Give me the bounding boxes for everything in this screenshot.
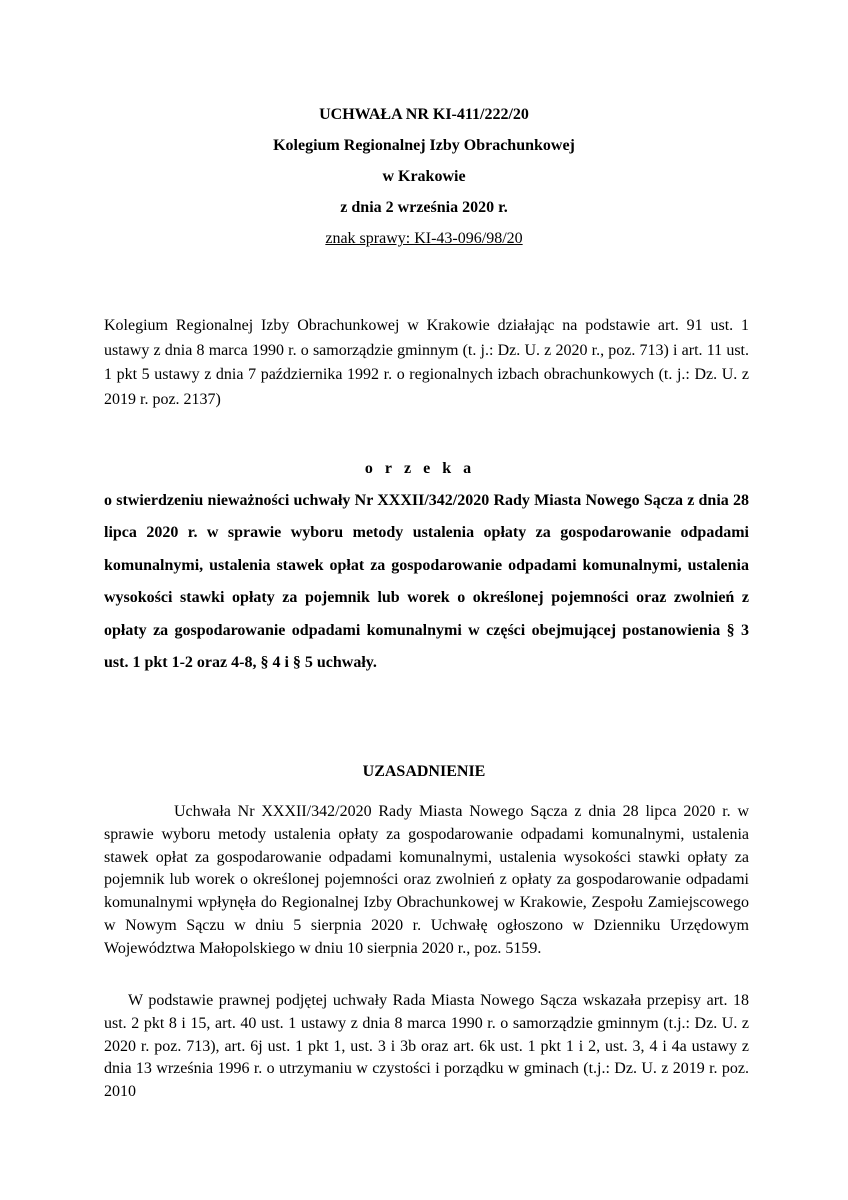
justification-paragraph-1 (104, 801, 749, 961)
justification-text-2: W podstawie prawnej podjętej uchwały Rada Miasta Nowego Sącza wskazała przepisy art. 18 ust. 2 pkt 8 i 15, art. 40 ust. 1 ustawy z dnia 8 marca 1990 r. o samorządzie gminnym (t.j.: Dz. U. z 2020 r. poz. 713), art. 6j ust. 1 pkt 1, ust. 3 i 3b oraz art. 6k ust. 1 pkt 1 i 2, ust. 3, 4 i 4a ustawy z dnia 13 września 1996 r. o utrzymaniu w czystości i porządku w gminach (t.j.: Dz. U. z 2019 r. poz. 2010 (104, 992, 749, 1101)
justification-heading: UZASADNIENIE (362, 763, 486, 780)
case-number: znak sprawy: KI-43-096/98/20 (325, 230, 523, 247)
ruling-heading: orzeka (364, 460, 484, 477)
ruling-text: o stwierdzeniu nieważności uchwały Nr XXXII/342/2020 Rady Miasta Nowego Sącza z dnia 28 lipca 2020 r. w sprawie wyboru metody ustalenia opłaty za gospodarowanie odpadami komunalnymi, ustalenia stawek opłat za gospodarowanie odpadami komunalnymi, ustalenia wysokości stawki opłaty za pojemnik lub worek o określonej pojemności oraz zwolnień z opłaty za gospodarowanie odpadami komunalnymi w części obejmującej postanowienia § 3 ust. 1 pkt 1-2 oraz 4-8, § 4 i § 5 uchwały. (104, 492, 749, 672)
justification-paragraph-2 (104, 990, 749, 1104)
resolution-title: UCHWAŁA NR KI-411/222/20 (319, 106, 529, 123)
institution-name: Kolegium Regionalnej Izby Obrachunkowej (273, 137, 575, 154)
institution-city: w Krakowie (382, 168, 466, 185)
preamble-text: Kolegium Regionalnej Izby Obrachunkowej w Krakowie działając na podstawie art. 91 ust. 1 ustawy z dnia 8 marca 1990 r. o samorządzie gminnym (t. j.: Dz. U. z 2020 r., poz. 713) i art. 11 ust. 1 pkt 5 ustawy z dnia 7 października 1992 r. o regionalnych izbach obrachunkowych (t. j.: Dz. U. z 2019 r. poz. 2137) (104, 317, 749, 408)
ruling-paragraph (104, 485, 749, 679)
preamble-paragraph (104, 314, 749, 412)
resolution-date: z dnia 2 września 2020 r. (340, 199, 508, 216)
document-header (0, 99, 848, 254)
justification-text-1: Uchwała Nr XXXII/342/2020 Rady Miasta Nowego Sącza z dnia 28 lipca 2020 r. w sprawie wyboru metody ustalenia opłaty za gospodarowanie odpadami komunalnymi, ustalenia stawek opłat za gospodarowanie odpadami komunalnymi, ustalenia wysokości stawki opłaty za pojemnik lub worek o określonej pojemności oraz zwolnień z opłaty za gospodarowanie odpadami komunalnymi wpłynęła do Regionalnej Izby Obrachunkowej w Krakowie, Zespołu Zamiejscowego w Nowym Sączu w dniu 5 sierpnia 2020 r. Uchwałę ogłoszono w Dzienniku Urzędowym Województwa Małopolskiego w dniu 10 sierpnia 2020 r., poz. 5159. (104, 803, 749, 957)
